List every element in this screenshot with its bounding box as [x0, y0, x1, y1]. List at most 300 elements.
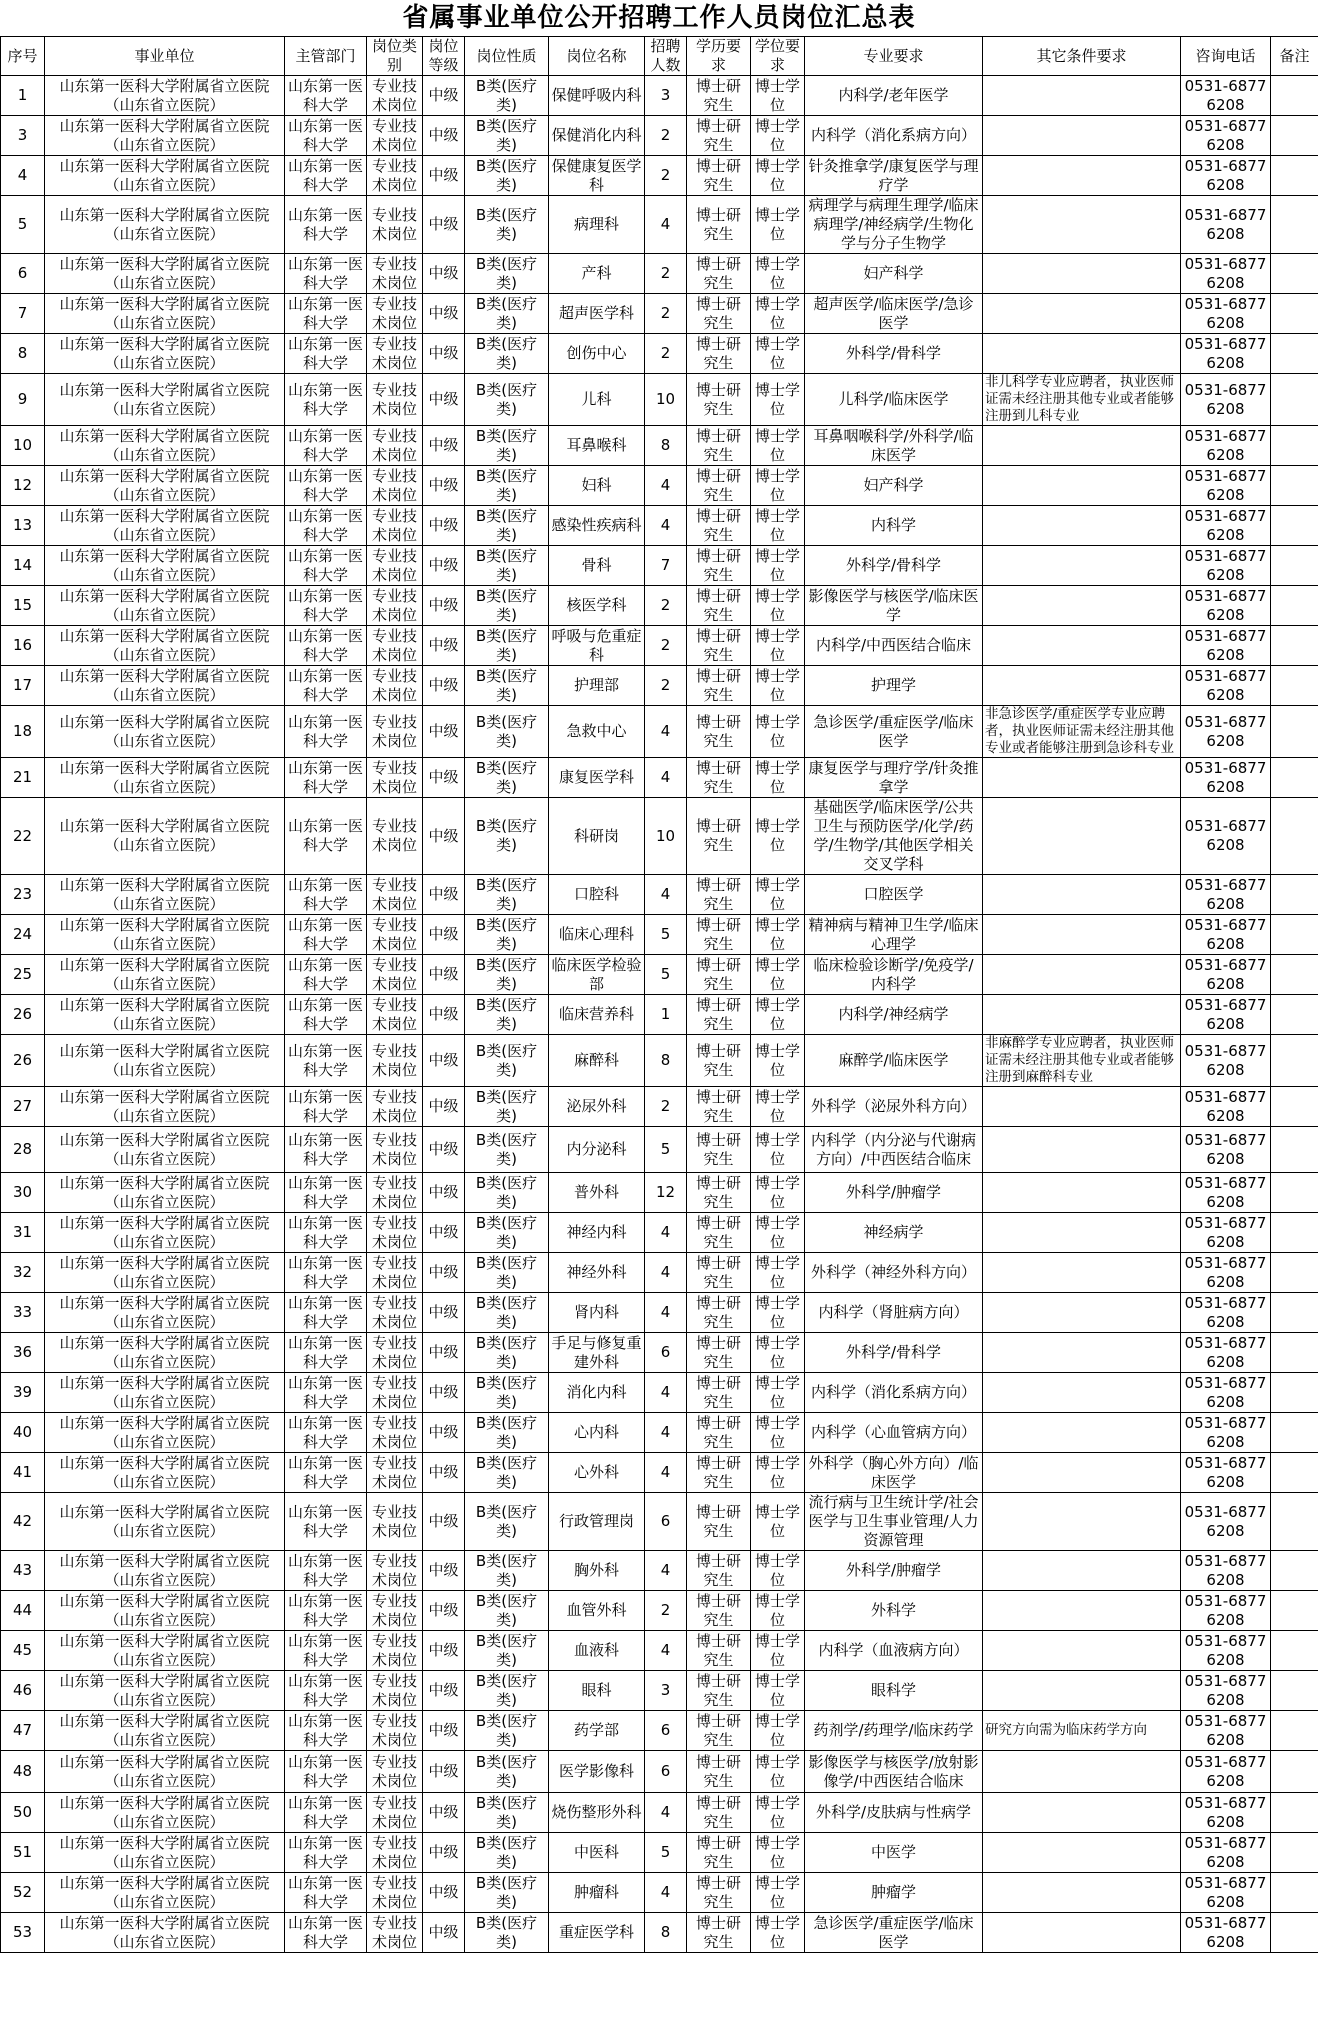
education-cell: 博士研究生	[687, 76, 751, 116]
education-cell: 博士研究生	[687, 1173, 751, 1213]
phone-cell: 0531-68776208	[1181, 334, 1271, 374]
remark-cell	[1271, 294, 1318, 334]
degree-cell: 博士学位	[751, 586, 805, 626]
phone-cell: 0531-68776208	[1181, 426, 1271, 466]
phone-cell: 0531-68776208	[1181, 758, 1271, 798]
dept-cell: 山东第一医科大学	[285, 1631, 367, 1671]
table-row	[1, 374, 1318, 426]
phone-cell: 0531-68776208	[1181, 1873, 1271, 1913]
dept-cell: 山东第一医科大学	[285, 626, 367, 666]
row-number: 7	[1, 294, 45, 334]
major-cell: 内科学（消化系病方向）	[805, 116, 983, 156]
major-cell: 内科学（肾脏病方向）	[805, 1293, 983, 1333]
count-cell: 10	[645, 798, 687, 875]
phone-cell: 0531-68776208	[1181, 1293, 1271, 1333]
phone-cell: 0531-68776208	[1181, 1173, 1271, 1213]
category-cell: 专业技术岗位	[367, 1413, 423, 1453]
major-cell: 康复医学与理疗学/针灸推拿学	[805, 758, 983, 798]
dept-cell: 山东第一医科大学	[285, 196, 367, 254]
level-cell: 中级	[423, 1373, 465, 1413]
education-cell: 博士研究生	[687, 1087, 751, 1127]
row-number: 47	[1, 1711, 45, 1751]
other-cell	[983, 1793, 1181, 1833]
unit-cell: 山东第一医科大学附属省立医院（山东省立医院）	[45, 254, 285, 294]
education-cell: 博士研究生	[687, 1671, 751, 1711]
nature-cell: B类(医疗类)	[465, 156, 549, 196]
table-row	[1, 294, 1318, 334]
category-cell: 专业技术岗位	[367, 334, 423, 374]
remark-cell	[1271, 374, 1318, 426]
phone-cell: 0531-68776208	[1181, 156, 1271, 196]
nature-cell: B类(医疗类)	[465, 626, 549, 666]
major-cell: 外科学/肿瘤学	[805, 1173, 983, 1213]
category-cell: 专业技术岗位	[367, 294, 423, 334]
major-cell: 影像医学与核医学/临床医学	[805, 586, 983, 626]
nature-cell: B类(医疗类)	[465, 1127, 549, 1173]
phone-cell: 0531-68776208	[1181, 466, 1271, 506]
nature-cell: B类(医疗类)	[465, 1035, 549, 1087]
education-cell: 博士研究生	[687, 915, 751, 955]
category-cell: 专业技术岗位	[367, 1453, 423, 1493]
phone-cell: 0531-68776208	[1181, 374, 1271, 426]
dept-cell: 山东第一医科大学	[285, 1373, 367, 1413]
phone-cell: 0531-68776208	[1181, 1493, 1271, 1551]
row-number: 8	[1, 334, 45, 374]
remark-cell	[1271, 1873, 1318, 1913]
category-cell: 专业技术岗位	[367, 76, 423, 116]
category-cell: 专业技术岗位	[367, 1551, 423, 1591]
other-cell	[983, 626, 1181, 666]
major-cell: 口腔医学	[805, 875, 983, 915]
column-header: 备注	[1271, 37, 1318, 76]
degree-cell: 博士学位	[751, 1493, 805, 1551]
degree-cell: 博士学位	[751, 955, 805, 995]
remark-cell	[1271, 1173, 1318, 1213]
count-cell: 8	[645, 1913, 687, 1953]
level-cell: 中级	[423, 1173, 465, 1213]
education-cell: 博士研究生	[687, 1253, 751, 1293]
table-row	[1, 1173, 1318, 1213]
education-cell: 博士研究生	[687, 875, 751, 915]
level-cell: 中级	[423, 758, 465, 798]
nature-cell: B类(医疗类)	[465, 76, 549, 116]
unit-cell: 山东第一医科大学附属省立医院（山东省立医院）	[45, 1631, 285, 1671]
nature-cell: B类(医疗类)	[465, 1453, 549, 1493]
phone-cell: 0531-68776208	[1181, 254, 1271, 294]
education-cell: 博士研究生	[687, 116, 751, 156]
nature-cell: B类(医疗类)	[465, 758, 549, 798]
major-cell: 药剂学/药理学/临床药学	[805, 1711, 983, 1751]
level-cell: 中级	[423, 1631, 465, 1671]
position-name-cell: 临床医学检验部	[549, 955, 645, 995]
dept-cell: 山东第一医科大学	[285, 1711, 367, 1751]
education-cell: 博士研究生	[687, 1493, 751, 1551]
row-number: 15	[1, 586, 45, 626]
category-cell: 专业技术岗位	[367, 1173, 423, 1213]
table-row	[1, 666, 1318, 706]
unit-cell: 山东第一医科大学附属省立医院（山东省立医院）	[45, 1213, 285, 1253]
degree-cell: 博士学位	[751, 506, 805, 546]
level-cell: 中级	[423, 586, 465, 626]
unit-cell: 山东第一医科大学附属省立医院（山东省立医院）	[45, 1253, 285, 1293]
unit-cell: 山东第一医科大学附属省立医院（山东省立医院）	[45, 196, 285, 254]
dept-cell: 山东第一医科大学	[285, 1213, 367, 1253]
dept-cell: 山东第一医科大学	[285, 506, 367, 546]
level-cell: 中级	[423, 1035, 465, 1087]
phone-cell: 0531-68776208	[1181, 915, 1271, 955]
major-cell: 眼科学	[805, 1671, 983, 1711]
degree-cell: 博士学位	[751, 466, 805, 506]
nature-cell: B类(医疗类)	[465, 116, 549, 156]
degree-cell: 博士学位	[751, 1913, 805, 1953]
level-cell: 中级	[423, 798, 465, 875]
phone-cell: 0531-68776208	[1181, 1213, 1271, 1253]
nature-cell: B类(医疗类)	[465, 1913, 549, 1953]
column-header: 招聘人数	[645, 37, 687, 76]
nature-cell: B类(医疗类)	[465, 1413, 549, 1453]
other-cell	[983, 1751, 1181, 1793]
column-header: 咨询电话	[1181, 37, 1271, 76]
other-cell	[983, 1087, 1181, 1127]
dept-cell: 山东第一医科大学	[285, 798, 367, 875]
major-cell: 精神病与精神卫生学/临床心理学	[805, 915, 983, 955]
count-cell: 6	[645, 1711, 687, 1751]
education-cell: 博士研究生	[687, 546, 751, 586]
major-cell: 外科学/骨科学	[805, 546, 983, 586]
education-cell: 博士研究生	[687, 586, 751, 626]
row-number: 25	[1, 955, 45, 995]
remark-cell	[1271, 626, 1318, 666]
position-name-cell: 耳鼻喉科	[549, 426, 645, 466]
education-cell: 博士研究生	[687, 1751, 751, 1793]
row-number: 36	[1, 1333, 45, 1373]
phone-cell: 0531-68776208	[1181, 1373, 1271, 1413]
count-cell: 6	[645, 1493, 687, 1551]
count-cell: 4	[645, 1793, 687, 1833]
phone-cell: 0531-68776208	[1181, 666, 1271, 706]
remark-cell	[1271, 1213, 1318, 1253]
nature-cell: B类(医疗类)	[465, 798, 549, 875]
nature-cell: B类(医疗类)	[465, 915, 549, 955]
phone-cell: 0531-68776208	[1181, 116, 1271, 156]
level-cell: 中级	[423, 1413, 465, 1453]
remark-cell	[1271, 76, 1318, 116]
category-cell: 专业技术岗位	[367, 546, 423, 586]
table-row	[1, 1453, 1318, 1493]
dept-cell: 山东第一医科大学	[285, 76, 367, 116]
phone-cell: 0531-68776208	[1181, 196, 1271, 254]
column-header: 岗位名称	[549, 37, 645, 76]
row-number: 26	[1, 1035, 45, 1087]
phone-cell: 0531-68776208	[1181, 1333, 1271, 1373]
degree-cell: 博士学位	[751, 706, 805, 758]
education-cell: 博士研究生	[687, 1213, 751, 1253]
row-number: 1	[1, 76, 45, 116]
remark-cell	[1271, 758, 1318, 798]
remark-cell	[1271, 995, 1318, 1035]
count-cell: 2	[645, 334, 687, 374]
phone-cell: 0531-68776208	[1181, 1035, 1271, 1087]
level-cell: 中级	[423, 1551, 465, 1591]
education-cell: 博士研究生	[687, 156, 751, 196]
unit-cell: 山东第一医科大学附属省立医院（山东省立医院）	[45, 1913, 285, 1953]
nature-cell: B类(医疗类)	[465, 1671, 549, 1711]
table-row	[1, 116, 1318, 156]
other-cell: 非急诊医学/重症医学专业应聘者，执业医师证需未经注册其他专业或者能够注册到急诊科专业	[983, 706, 1181, 758]
position-name-cell: 急救中心	[549, 706, 645, 758]
remark-cell	[1271, 466, 1318, 506]
degree-cell: 博士学位	[751, 995, 805, 1035]
nature-cell: B类(医疗类)	[465, 1373, 549, 1413]
major-cell: 外科学/骨科学	[805, 334, 983, 374]
remark-cell	[1271, 156, 1318, 196]
nature-cell: B类(医疗类)	[465, 294, 549, 334]
row-number: 48	[1, 1751, 45, 1793]
major-cell: 内科学	[805, 506, 983, 546]
count-cell: 6	[645, 1751, 687, 1793]
nature-cell: B类(医疗类)	[465, 1751, 549, 1793]
other-cell	[983, 798, 1181, 875]
other-cell	[983, 1873, 1181, 1913]
position-name-cell: 心外科	[549, 1453, 645, 1493]
nature-cell: B类(医疗类)	[465, 875, 549, 915]
level-cell: 中级	[423, 955, 465, 995]
level-cell: 中级	[423, 1711, 465, 1751]
row-number: 4	[1, 156, 45, 196]
table-row	[1, 426, 1318, 466]
level-cell: 中级	[423, 334, 465, 374]
degree-cell: 博士学位	[751, 1751, 805, 1793]
dept-cell: 山东第一医科大学	[285, 1035, 367, 1087]
table-row	[1, 1413, 1318, 1453]
dept-cell: 山东第一医科大学	[285, 116, 367, 156]
position-name-cell: 血液科	[549, 1631, 645, 1671]
column-header: 其它条件要求	[983, 37, 1181, 76]
education-cell: 博士研究生	[687, 334, 751, 374]
position-name-cell: 医学影像科	[549, 1751, 645, 1793]
major-cell: 内科学（血液病方向）	[805, 1631, 983, 1671]
position-name-cell: 病理科	[549, 196, 645, 254]
table-row	[1, 1833, 1318, 1873]
count-cell: 2	[645, 254, 687, 294]
category-cell: 专业技术岗位	[367, 196, 423, 254]
unit-cell: 山东第一医科大学附属省立医院（山东省立医院）	[45, 1751, 285, 1793]
unit-cell: 山东第一医科大学附属省立医院（山东省立医院）	[45, 1591, 285, 1631]
major-cell: 针灸推拿学/康复医学与理疗学	[805, 156, 983, 196]
major-cell: 外科学（泌尿外科方向）	[805, 1087, 983, 1127]
row-number: 52	[1, 1873, 45, 1913]
unit-cell: 山东第一医科大学附属省立医院（山东省立医院）	[45, 294, 285, 334]
degree-cell: 博士学位	[751, 1793, 805, 1833]
unit-cell: 山东第一医科大学附属省立医院（山东省立医院）	[45, 1873, 285, 1913]
education-cell: 博士研究生	[687, 1631, 751, 1671]
position-name-cell: 骨科	[549, 546, 645, 586]
phone-cell: 0531-68776208	[1181, 1711, 1271, 1751]
level-cell: 中级	[423, 1793, 465, 1833]
degree-cell: 博士学位	[751, 1127, 805, 1173]
degree-cell: 博士学位	[751, 1253, 805, 1293]
row-number: 40	[1, 1413, 45, 1453]
level-cell: 中级	[423, 1127, 465, 1173]
level-cell: 中级	[423, 156, 465, 196]
other-cell	[983, 334, 1181, 374]
phone-cell: 0531-68776208	[1181, 1631, 1271, 1671]
row-number: 28	[1, 1127, 45, 1173]
row-number: 32	[1, 1253, 45, 1293]
unit-cell: 山东第一医科大学附属省立医院（山东省立医院）	[45, 1127, 285, 1173]
degree-cell: 博士学位	[751, 1631, 805, 1671]
remark-cell	[1271, 254, 1318, 294]
nature-cell: B类(医疗类)	[465, 196, 549, 254]
phone-cell: 0531-68776208	[1181, 1671, 1271, 1711]
phone-cell: 0531-68776208	[1181, 1453, 1271, 1493]
remark-cell	[1271, 1631, 1318, 1671]
phone-cell: 0531-68776208	[1181, 1087, 1271, 1127]
row-number: 33	[1, 1293, 45, 1333]
category-cell: 专业技术岗位	[367, 1293, 423, 1333]
level-cell: 中级	[423, 294, 465, 334]
level-cell: 中级	[423, 706, 465, 758]
education-cell: 博士研究生	[687, 758, 751, 798]
column-header: 岗位性质	[465, 37, 549, 76]
table-row	[1, 995, 1318, 1035]
position-name-cell: 内分泌科	[549, 1127, 645, 1173]
degree-cell: 博士学位	[751, 915, 805, 955]
row-number: 42	[1, 1493, 45, 1551]
position-name-cell: 儿科	[549, 374, 645, 426]
dept-cell: 山东第一医科大学	[285, 1333, 367, 1373]
remark-cell	[1271, 706, 1318, 758]
category-cell: 专业技术岗位	[367, 1333, 423, 1373]
category-cell: 专业技术岗位	[367, 1671, 423, 1711]
degree-cell: 博士学位	[751, 1173, 805, 1213]
degree-cell: 博士学位	[751, 254, 805, 294]
table-row	[1, 1711, 1318, 1751]
level-cell: 中级	[423, 1213, 465, 1253]
unit-cell: 山东第一医科大学附属省立医院（山东省立医院）	[45, 1373, 285, 1413]
education-cell: 博士研究生	[687, 955, 751, 995]
category-cell: 专业技术岗位	[367, 798, 423, 875]
position-name-cell: 保健康复医学科	[549, 156, 645, 196]
position-name-cell: 保健消化内科	[549, 116, 645, 156]
unit-cell: 山东第一医科大学附属省立医院（山东省立医院）	[45, 1551, 285, 1591]
dept-cell: 山东第一医科大学	[285, 426, 367, 466]
other-cell: 非麻醉学专业应聘者，执业医师证需未经注册其他专业或者能够注册到麻醉科专业	[983, 1035, 1181, 1087]
nature-cell: B类(医疗类)	[465, 955, 549, 995]
remark-cell	[1271, 1127, 1318, 1173]
dept-cell: 山东第一医科大学	[285, 706, 367, 758]
other-cell	[983, 546, 1181, 586]
category-cell: 专业技术岗位	[367, 1711, 423, 1751]
education-cell: 博士研究生	[687, 466, 751, 506]
dept-cell: 山东第一医科大学	[285, 374, 367, 426]
position-name-cell: 神经外科	[549, 1253, 645, 1293]
position-name-cell: 科研岗	[549, 798, 645, 875]
table-row	[1, 1873, 1318, 1913]
table-row	[1, 955, 1318, 995]
count-cell: 3	[645, 76, 687, 116]
remark-cell	[1271, 1913, 1318, 1953]
major-cell: 肿瘤学	[805, 1873, 983, 1913]
count-cell: 8	[645, 426, 687, 466]
column-header: 学历要求	[687, 37, 751, 76]
degree-cell: 博士学位	[751, 758, 805, 798]
other-cell	[983, 758, 1181, 798]
unit-cell: 山东第一医科大学附属省立医院（山东省立医院）	[45, 426, 285, 466]
other-cell: 研究方向需为临床药学方向	[983, 1711, 1181, 1751]
phone-cell: 0531-68776208	[1181, 76, 1271, 116]
remark-cell	[1271, 875, 1318, 915]
education-cell: 博士研究生	[687, 426, 751, 466]
remark-cell	[1271, 666, 1318, 706]
table-row	[1, 1751, 1318, 1793]
phone-cell: 0531-68776208	[1181, 1253, 1271, 1293]
dept-cell: 山东第一医科大学	[285, 1873, 367, 1913]
level-cell: 中级	[423, 374, 465, 426]
count-cell: 4	[645, 1631, 687, 1671]
count-cell: 4	[645, 196, 687, 254]
other-cell	[983, 1333, 1181, 1373]
education-cell: 博士研究生	[687, 995, 751, 1035]
other-cell	[983, 294, 1181, 334]
education-cell: 博士研究生	[687, 1913, 751, 1953]
remark-cell	[1271, 1711, 1318, 1751]
major-cell: 妇产科学	[805, 254, 983, 294]
category-cell: 专业技术岗位	[367, 1631, 423, 1671]
column-header: 岗位类别	[367, 37, 423, 76]
phone-cell: 0531-68776208	[1181, 1793, 1271, 1833]
unit-cell: 山东第一医科大学附属省立医院（山东省立医院）	[45, 1453, 285, 1493]
table-row	[1, 1551, 1318, 1591]
unit-cell: 山东第一医科大学附属省立医院（山东省立医院）	[45, 758, 285, 798]
education-cell: 博士研究生	[687, 706, 751, 758]
unit-cell: 山东第一医科大学附属省立医院（山东省立医院）	[45, 116, 285, 156]
count-cell: 5	[645, 955, 687, 995]
nature-cell: B类(医疗类)	[465, 466, 549, 506]
education-cell: 博士研究生	[687, 254, 751, 294]
table-row	[1, 1591, 1318, 1631]
table-row	[1, 875, 1318, 915]
major-cell: 急诊医学/重症医学/临床医学	[805, 706, 983, 758]
unit-cell: 山东第一医科大学附属省立医院（山东省立医院）	[45, 1671, 285, 1711]
remark-cell	[1271, 1333, 1318, 1373]
count-cell: 4	[645, 1373, 687, 1413]
category-cell: 专业技术岗位	[367, 758, 423, 798]
position-name-cell: 核医学科	[549, 586, 645, 626]
degree-cell: 博士学位	[751, 1213, 805, 1253]
category-cell: 专业技术岗位	[367, 1087, 423, 1127]
nature-cell: B类(医疗类)	[465, 1551, 549, 1591]
count-cell: 4	[645, 1873, 687, 1913]
remark-cell	[1271, 1833, 1318, 1873]
dept-cell: 山东第一医科大学	[285, 915, 367, 955]
table-header-row	[1, 37, 1318, 76]
dept-cell: 山东第一医科大学	[285, 1413, 367, 1453]
education-cell: 博士研究生	[687, 1293, 751, 1333]
unit-cell: 山东第一医科大学附属省立医院（山东省立医院）	[45, 156, 285, 196]
position-name-cell: 妇科	[549, 466, 645, 506]
level-cell: 中级	[423, 1253, 465, 1293]
remark-cell	[1271, 1253, 1318, 1293]
table-row	[1, 1913, 1318, 1953]
degree-cell: 博士学位	[751, 76, 805, 116]
remark-cell	[1271, 116, 1318, 156]
remark-cell	[1271, 1293, 1318, 1333]
level-cell: 中级	[423, 1751, 465, 1793]
level-cell: 中级	[423, 254, 465, 294]
phone-cell: 0531-68776208	[1181, 955, 1271, 995]
education-cell: 博士研究生	[687, 1793, 751, 1833]
